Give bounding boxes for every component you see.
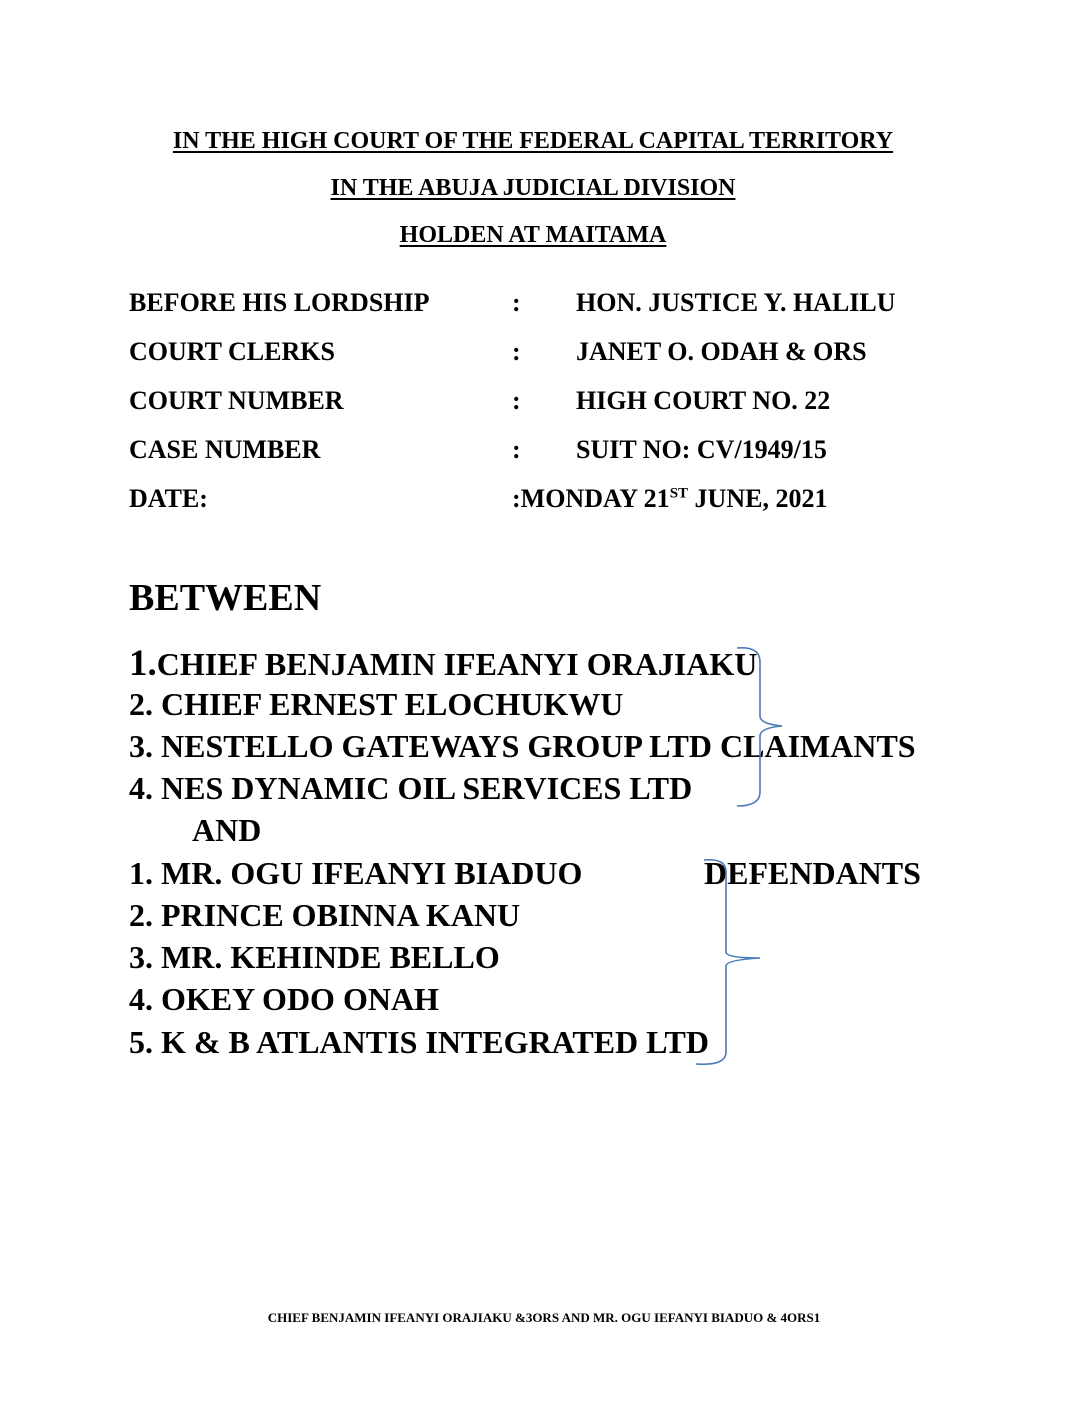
defendant-1: 1. MR. OGU IFEANYI BIADUO xyxy=(129,855,583,891)
info-label-court-number: COURT NUMBER xyxy=(129,386,344,415)
info-value-date: :MONDAY 21ST JUNE, 2021 xyxy=(512,484,828,513)
defendant-2: 2. PRINCE OBINNA KANU xyxy=(129,897,521,933)
claimant-2: 2. CHIEF ERNEST ELOCHUKWU xyxy=(129,686,624,722)
info-value-case-number: SUIT NO: CV/1949/15 xyxy=(576,435,827,464)
page-footer: CHIEF BENJAMIN IFEANYI ORAJIAKU &3ORS AND MR. OGU IEFANYI BIADUO & 4ORS1 xyxy=(267,1310,821,1325)
info-label-date: DATE: xyxy=(129,484,208,513)
claimant-1: 1.CHIEF BENJAMIN IFEANYI ORAJIAKU xyxy=(129,643,758,684)
claimant-3: 3. NESTELLO GATEWAYS GROUP LTD CLAIMANTS xyxy=(129,728,916,764)
info-sep: : xyxy=(512,435,521,464)
defendant-3: 3. MR. KEHINDE BELLO xyxy=(129,939,500,975)
division-title: IN THE ABUJA JUDICIAL DIVISION xyxy=(330,175,736,201)
info-label-lordship: BEFORE HIS LORDSHIP xyxy=(129,288,430,317)
info-value-clerks: JANET O. ODAH & ORS xyxy=(576,337,867,366)
defendant-4: 4. OKEY ODO ONAH xyxy=(129,981,439,1017)
info-sep: : xyxy=(512,337,521,366)
info-label-clerks: COURT CLERKS xyxy=(129,337,335,366)
defendant-5: 5. K & B ATLANTIS INTEGRATED LTD xyxy=(129,1024,709,1060)
holden-title: HOLDEN AT MAITAMA xyxy=(399,222,667,248)
info-sep: : xyxy=(512,288,521,317)
info-label-case-number: CASE NUMBER xyxy=(129,435,321,464)
defendants-label: DEFENDANTS xyxy=(704,855,921,891)
info-sep: : xyxy=(512,386,521,415)
court-title: IN THE HIGH COURT OF THE FEDERAL CAPITAL TERRITORY xyxy=(172,128,894,154)
info-value-court-number: HIGH COURT NO. 22 xyxy=(576,386,831,415)
claimant-4: 4. NES DYNAMIC OIL SERVICES LTD xyxy=(129,770,693,806)
info-value-lordship: HON. JUSTICE Y. HALILU xyxy=(576,288,896,317)
between-heading: BETWEEN xyxy=(129,577,322,619)
and-label: AND xyxy=(192,812,262,848)
